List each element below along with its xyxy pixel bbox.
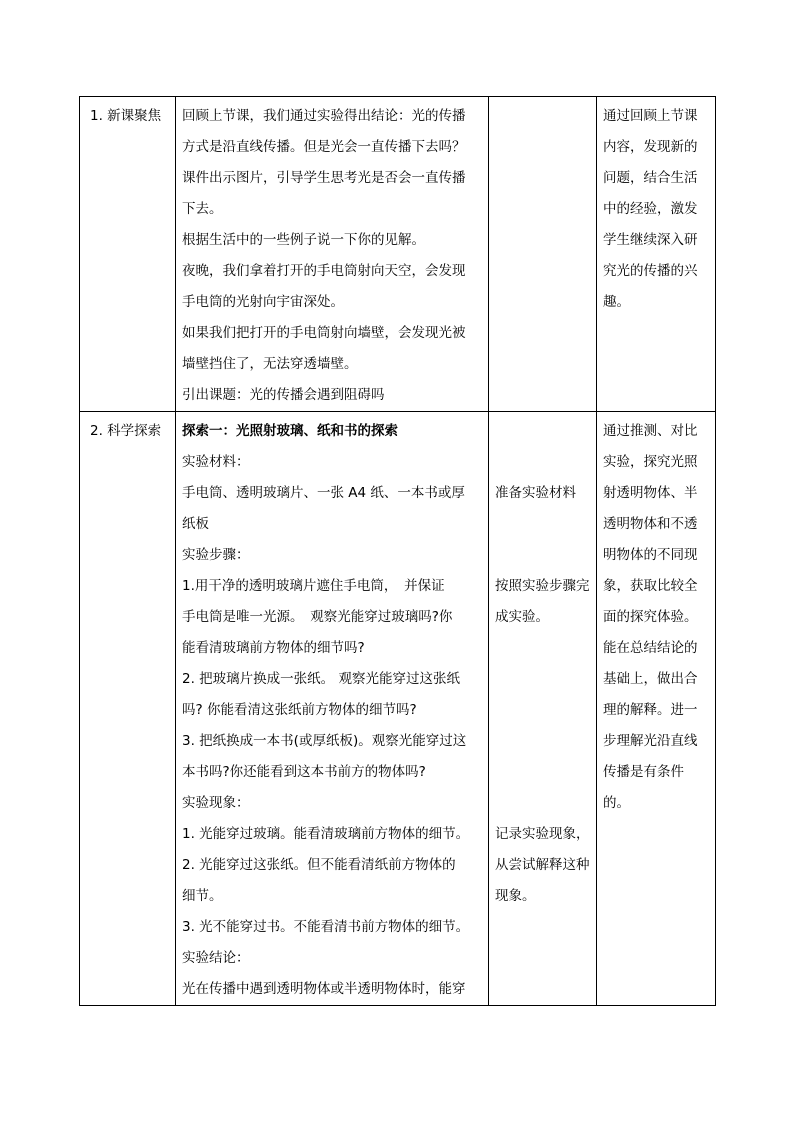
stage-label: 2. 科学探索 [90,423,162,439]
student-activity-cell [489,97,597,412]
text-line: 夜晚，我们拿着打开的手电筒射向天空，会发现 [182,263,466,279]
text-line: 实验步骤： [182,547,250,563]
text-line: 吗? 你能看清这张纸前方物体的细节吗? [182,702,417,718]
text-line: 问题，结合生活 [603,170,698,186]
text-line: 根据生活中的一些例子说一下你的见解。 [182,232,425,248]
text-line: 按照实验步骤完 [495,578,590,594]
lesson-plan-table [79,96,716,1006]
text-line: 实验结论： [182,950,250,966]
text-line: 学生继续深入研 [603,232,698,248]
text-line: 面的探究体验。 [603,609,698,625]
text-line: 2. 把玻璃片换成一张纸。 观察光能穿过这张纸 [182,671,460,687]
text-line: 实验材料： [182,454,250,470]
text-line: 趣。 [603,294,630,310]
text-line: 究光的传播的兴 [603,263,698,279]
text-line: 实验，探究光照 [603,454,698,470]
text-line: 明物体的不同现 [603,547,698,563]
text-line: 通过回顾上节课 [603,108,698,124]
table-row [80,97,716,412]
text-line: 引出课题：光的传播会遇到阻碍吗 [182,387,385,403]
text-line: 从尝试解释这种 [495,857,590,873]
text-line: 透明物体和不透 [603,516,698,532]
text-line: 记录实验现象， [495,826,590,842]
text-line: 理的解释。进一 [603,702,698,718]
text-line: 步理解光沿直线 [603,733,698,749]
section-heading: 探索一：光照射玻璃、纸和书的探索 [182,423,398,439]
text-line: 1. 光能穿过玻璃。能看清玻璃前方物体的细节。 [182,826,470,842]
text-line: 基础上，做出合 [603,671,698,687]
text-line: 传播是有条件的。 [603,764,684,811]
text-line: 纸板 [182,516,209,532]
text-line: 能在总结结论的 [603,640,698,656]
design-intent-cell [597,97,716,412]
text-line: 准备实验材料 [495,485,576,501]
text-line: 手电筒是唯一光源。 观察光能穿过玻璃吗?你 [182,609,453,625]
text-line: 内容，发现新的 [603,139,698,155]
text-line: 本书吗?你还能看到这本书前方的物体吗? [182,764,426,780]
student-activity-cell [489,412,597,1006]
text-line: 成实验。 [495,609,549,625]
text-line: 实验现象： [182,795,250,811]
text-line: 2. 光能穿过这张纸。但不能看清纸前方物体的 [182,857,456,873]
text-line: 能看清玻璃前方物体的细节吗? [182,640,365,656]
text-line: 1.用干净的透明玻璃片遮住手电筒， 并保证 [182,578,445,594]
text-line: 回顾上节课，我们通过实验得出结论：光的传播 [182,108,466,124]
table-row [80,412,716,1006]
text-line: 光在传播中遇到透明物体或半透明物体时，能穿 [182,981,466,997]
text-line: 中的经验，激发 [603,201,698,217]
stage-cell [80,97,176,412]
text-line: 射透明物体、半 [603,485,698,501]
stage-cell [80,412,176,1006]
text-line: 手电筒的光射向宇宙深处。 [182,294,344,310]
teacher-activity-cell [176,412,489,1006]
text-line: 方式是沿直线传播。但是光会一直传播下去吗？ [182,139,466,155]
text-line: 如果我们把打开的手电筒射向墙壁，会发现光被 [182,325,466,341]
stage-label: 1. 新课聚焦 [90,108,162,124]
text-line: 细节。 [182,888,223,904]
teacher-activity-cell [176,97,489,412]
text-line: 现象。 [495,888,536,904]
text-line: 课件出示图片，引导学生思考光是否会一直传播 [182,170,466,186]
text-line: 下去。 [182,201,223,217]
text-line: 通过推测、对比 [603,423,698,439]
text-line: 墙壁挡住了，无法穿透墙壁。 [182,356,358,372]
text-line: 3. 把纸换成一本书(或厚纸板)。观察光能穿过这 [182,733,467,749]
text-line: 3. 光不能穿过书。不能看清书前方物体的细节。 [182,919,470,935]
text-line: 象，获取比较全 [603,578,698,594]
text-line: 手电筒、透明玻璃片、一张 A4 纸、一本书或厚 [182,485,465,501]
design-intent-cell [597,412,716,1006]
